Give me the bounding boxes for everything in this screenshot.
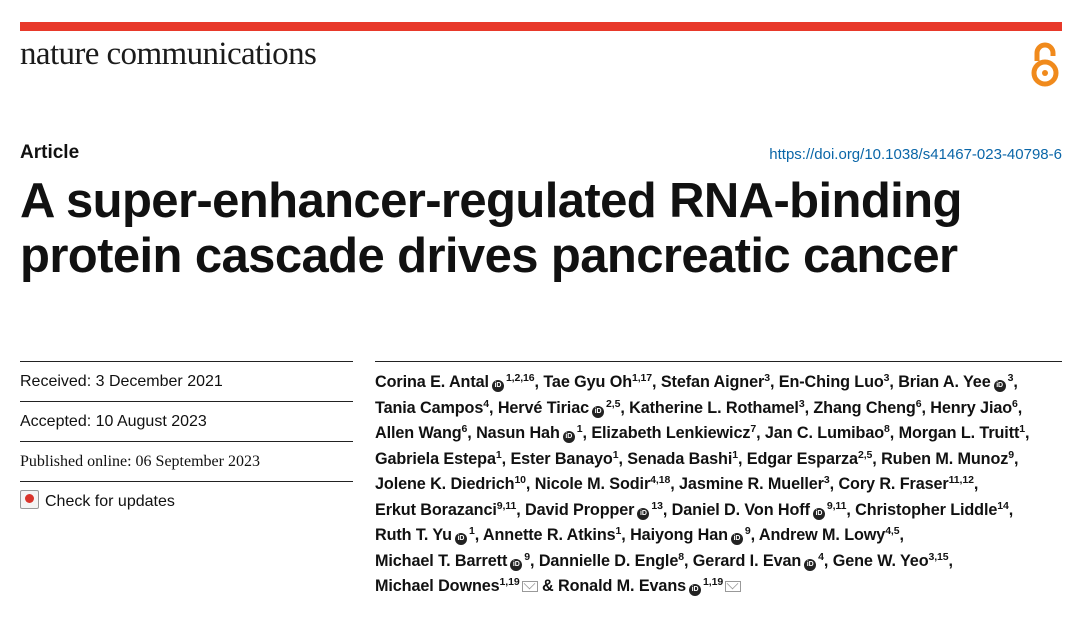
affiliation-numbers[interactable]: 1 bbox=[732, 448, 738, 461]
affiliation-numbers[interactable]: 1 bbox=[495, 448, 502, 461]
published-date: Published online: 06 September 2023 bbox=[20, 442, 353, 482]
author-name-text: Zhang Cheng bbox=[813, 398, 916, 417]
author-name-text: Erkut Borazanci bbox=[375, 500, 497, 519]
author-separator: , bbox=[501, 449, 507, 468]
author-separator: , bbox=[948, 551, 953, 570]
author-separator: , bbox=[921, 398, 926, 417]
affiliation-numbers[interactable]: 3,15 bbox=[928, 550, 949, 563]
orcid-icon[interactable]: iD bbox=[731, 533, 743, 545]
author-name-text: Morgan L. Truitt bbox=[898, 424, 1020, 442]
article-title bbox=[20, 174, 1060, 284]
author-name-text: Ronald M. Evans bbox=[558, 577, 687, 595]
received-date: Received: 3 December 2021 bbox=[20, 362, 353, 402]
title-line-2: protein cascade drives pancreatic cancer bbox=[20, 229, 958, 283]
author-name[interactable] bbox=[525, 501, 667, 519]
author-name[interactable] bbox=[779, 373, 894, 391]
orcid-icon[interactable]: iD bbox=[592, 406, 604, 418]
affiliation-numbers[interactable]: 3 bbox=[883, 372, 890, 384]
affiliation-numbers[interactable]: 9,11 bbox=[496, 499, 517, 512]
affiliation-numbers[interactable]: 3 bbox=[1007, 372, 1014, 384]
author-name[interactable] bbox=[833, 552, 953, 570]
open-access-icon[interactable] bbox=[1028, 40, 1062, 88]
orcid-icon[interactable]: iD bbox=[689, 584, 701, 596]
author-separator: , bbox=[1013, 373, 1018, 391]
author-separator: , bbox=[769, 373, 775, 391]
author-separator: , bbox=[467, 424, 472, 442]
accepted-date: Accepted: 10 August 2023 bbox=[20, 402, 353, 442]
author-name-text: Michael T. Barrett bbox=[375, 551, 508, 570]
affiliation-numbers[interactable]: 1 bbox=[468, 525, 475, 537]
author-name[interactable] bbox=[765, 424, 894, 442]
affiliation-numbers[interactable]: 3 bbox=[798, 397, 805, 410]
orcid-icon[interactable]: iD bbox=[563, 431, 575, 443]
author-name[interactable] bbox=[375, 475, 530, 493]
affiliation-numbers[interactable]: 2,5 bbox=[857, 448, 873, 461]
affiliation-numbers[interactable]: 1,19 bbox=[499, 576, 520, 588]
author-name[interactable] bbox=[693, 552, 829, 570]
author-name[interactable] bbox=[679, 475, 834, 493]
author-separator: , bbox=[474, 526, 480, 544]
article-dates bbox=[20, 362, 353, 521]
author-name[interactable] bbox=[375, 450, 506, 468]
author-name[interactable] bbox=[899, 424, 1030, 442]
author-name-text: Brian A. Yee bbox=[898, 373, 991, 391]
author-separator: , bbox=[1025, 424, 1030, 442]
author-name-text: Daniel D. Von Hoff bbox=[671, 500, 810, 519]
author-name-text: Nasun Hah bbox=[476, 424, 560, 442]
affiliation-numbers[interactable]: 4,18 bbox=[650, 474, 671, 486]
author-name[interactable] bbox=[747, 450, 877, 468]
affiliation-numbers[interactable]: 9 bbox=[1008, 448, 1015, 461]
journal-name[interactable]: nature communications bbox=[20, 36, 317, 72]
author-separator: , bbox=[1008, 500, 1014, 519]
author-separator: , bbox=[737, 449, 743, 468]
author-separator: , bbox=[889, 424, 895, 442]
author-name[interactable] bbox=[375, 373, 539, 391]
author-name-text: Christopher Liddle bbox=[855, 500, 998, 519]
author-name-text: Henry Jiao bbox=[930, 398, 1013, 417]
check-for-updates-link[interactable] bbox=[20, 482, 353, 521]
affiliation-numbers[interactable]: 1 bbox=[612, 448, 619, 461]
author-name-text: Annette R. Atkins bbox=[482, 526, 616, 544]
journal-brand-bar bbox=[20, 22, 1062, 31]
author-separator: , bbox=[846, 500, 851, 519]
author-name[interactable] bbox=[375, 526, 479, 544]
author-separator: , bbox=[1014, 449, 1019, 468]
author-separator: , bbox=[823, 551, 829, 570]
affiliation-numbers[interactable]: 9 bbox=[524, 550, 530, 563]
author-separator: , bbox=[804, 398, 809, 417]
author-name-text: Allen Wang bbox=[375, 424, 462, 442]
author-separator: , bbox=[829, 475, 835, 493]
author-name[interactable] bbox=[813, 399, 925, 417]
author-separator: , bbox=[582, 424, 587, 442]
affiliation-numbers[interactable]: 1 bbox=[1019, 423, 1026, 435]
orcid-icon[interactable]: iD bbox=[804, 559, 816, 571]
author-name-text: Gene W. Yeo bbox=[832, 551, 929, 570]
author-name-text: En-Ching Luo bbox=[778, 373, 884, 391]
author-name-text: Andrew M. Lowy bbox=[758, 526, 886, 544]
author-name-text: Ester Banayo bbox=[510, 449, 613, 468]
affiliation-numbers[interactable]: 4 bbox=[483, 397, 489, 410]
affiliation-numbers[interactable]: 11,12 bbox=[948, 474, 974, 486]
author-name[interactable] bbox=[629, 399, 809, 417]
email-icon[interactable] bbox=[725, 581, 741, 592]
author-name-text: Senada Bashi bbox=[627, 449, 733, 468]
author-name[interactable] bbox=[375, 501, 521, 519]
author-name-text: Edgar Esparza bbox=[746, 449, 858, 468]
affiliation-numbers[interactable]: 3 bbox=[823, 474, 830, 486]
orcid-icon[interactable]: iD bbox=[455, 533, 467, 545]
author-name[interactable] bbox=[535, 475, 675, 493]
author-separator: , bbox=[620, 398, 625, 417]
affiliation-numbers[interactable]: 1 bbox=[576, 423, 583, 435]
author-separator: , bbox=[750, 526, 756, 544]
author-name[interactable] bbox=[539, 552, 689, 570]
affiliation-numbers[interactable]: 8 bbox=[884, 423, 890, 435]
author-separator: , bbox=[516, 500, 521, 519]
author-name-text: Cory R. Fraser bbox=[838, 475, 949, 493]
author-name-text: Hervé Tiriac bbox=[497, 398, 590, 417]
divider bbox=[375, 361, 1062, 362]
affiliation-numbers[interactable]: 7 bbox=[750, 423, 757, 435]
author-name-text: Katherine L. Rothamel bbox=[629, 398, 799, 417]
author-separator: , bbox=[889, 373, 894, 391]
orcid-icon[interactable]: iD bbox=[637, 508, 649, 520]
affiliation-numbers[interactable]: 1 bbox=[615, 525, 622, 537]
author-name-text: Ruben M. Munoz bbox=[881, 449, 1009, 468]
author-separator: , bbox=[973, 475, 979, 493]
author-name[interactable] bbox=[661, 373, 775, 391]
article-type: Article bbox=[20, 142, 80, 163]
author-separator: , bbox=[621, 526, 626, 544]
author-name[interactable] bbox=[483, 526, 626, 544]
author-name[interactable] bbox=[510, 450, 622, 468]
affiliation-numbers[interactable]: 4 bbox=[818, 550, 824, 563]
author-name[interactable] bbox=[375, 552, 534, 570]
affiliation-numbers[interactable]: 6 bbox=[915, 397, 922, 410]
author-separator: , bbox=[662, 500, 668, 519]
email-icon[interactable] bbox=[522, 581, 538, 592]
affiliation-numbers[interactable]: 3 bbox=[764, 372, 770, 384]
affiliation-numbers[interactable]: 1,2,16 bbox=[505, 372, 535, 384]
author-separator: & bbox=[537, 577, 554, 595]
author-name-text: Gerard I. Evan bbox=[692, 551, 802, 570]
check-updates-label: Check for updates bbox=[45, 493, 175, 510]
author-name[interactable] bbox=[558, 577, 741, 595]
author-separator: , bbox=[525, 475, 531, 493]
author-name-text: Gabriela Estepa bbox=[375, 449, 496, 468]
affiliation-numbers[interactable]: 6 bbox=[1012, 397, 1018, 410]
author-name[interactable] bbox=[898, 373, 1018, 391]
affiliation-numbers[interactable]: 9 bbox=[744, 525, 751, 537]
author-name-text: Elizabeth Lenkiewicz bbox=[591, 424, 751, 442]
orcid-icon[interactable]: iD bbox=[813, 508, 825, 520]
affiliation-numbers[interactable]: 14 bbox=[997, 499, 1009, 512]
author-separator: , bbox=[530, 551, 535, 570]
author-name-text: Ruth T. Yu bbox=[375, 526, 452, 544]
author-name-text: Tae Gyu Oh bbox=[543, 373, 632, 391]
check-updates-icon bbox=[20, 490, 39, 509]
author-name[interactable] bbox=[543, 373, 656, 391]
author-name-text: Jan C. Lumibao bbox=[764, 424, 885, 442]
affiliation-numbers[interactable]: 9,11 bbox=[826, 499, 847, 512]
affiliation-numbers[interactable]: 8 bbox=[678, 550, 684, 563]
author-separator: , bbox=[489, 398, 494, 417]
author-name-text: Corina E. Antal bbox=[375, 373, 489, 391]
author-name-text: Tania Campos bbox=[375, 398, 484, 417]
author-name[interactable] bbox=[855, 501, 1013, 519]
affiliation-numbers[interactable]: 6 bbox=[461, 423, 468, 435]
author-separator: , bbox=[618, 449, 623, 468]
author-name[interactable] bbox=[591, 424, 760, 442]
affiliation-numbers[interactable]: 2,5 bbox=[606, 397, 621, 410]
affiliation-numbers[interactable]: 1,17 bbox=[632, 372, 653, 384]
affiliation-numbers[interactable]: 4,5 bbox=[885, 525, 900, 537]
author-name[interactable] bbox=[627, 450, 742, 468]
title-line-1: A super-enhancer-regulated RNA-binding bbox=[20, 174, 962, 228]
author-name-text: Stefan Aigner bbox=[660, 373, 765, 391]
author-name[interactable] bbox=[838, 475, 978, 493]
author-name[interactable] bbox=[375, 424, 472, 442]
author-name-text: Jolene K. Diedrich bbox=[375, 475, 515, 493]
author-name-text: Dannielle D. Engle bbox=[538, 551, 679, 570]
orcid-icon[interactable]: iD bbox=[994, 380, 1006, 392]
author-separator: , bbox=[1017, 398, 1023, 417]
author-name[interactable] bbox=[881, 450, 1018, 468]
author-list bbox=[375, 370, 1065, 600]
author-name[interactable] bbox=[498, 399, 625, 417]
author-name[interactable] bbox=[375, 577, 554, 595]
affiliation-numbers[interactable]: 13 bbox=[651, 499, 663, 512]
author-name[interactable] bbox=[930, 399, 1022, 417]
author-name-text: Jasmine R. Mueller bbox=[679, 475, 824, 493]
orcid-icon[interactable]: iD bbox=[492, 380, 504, 392]
author-name-text: Nicole M. Sodir bbox=[534, 475, 651, 493]
author-name-text: Michael Downes bbox=[375, 577, 500, 595]
author-separator: , bbox=[899, 526, 904, 544]
author-name[interactable] bbox=[630, 526, 755, 544]
orcid-icon[interactable]: iD bbox=[510, 559, 522, 571]
author-separator: , bbox=[534, 373, 539, 391]
author-name[interactable] bbox=[672, 501, 851, 519]
author-name-text: David Propper bbox=[525, 500, 635, 519]
author-separator: , bbox=[872, 449, 877, 468]
author-name[interactable] bbox=[375, 399, 493, 417]
affiliation-numbers[interactable]: 1,19 bbox=[703, 576, 724, 588]
doi-link[interactable]: https://doi.org/10.1038/s41467-023-40798-6 bbox=[769, 146, 1062, 163]
author-separator: , bbox=[670, 475, 675, 493]
author-separator: , bbox=[652, 373, 657, 391]
author-name[interactable] bbox=[476, 424, 587, 442]
author-separator: , bbox=[756, 424, 761, 442]
author-name-text: Haiyong Han bbox=[630, 526, 728, 544]
author-separator: , bbox=[683, 551, 689, 570]
affiliation-numbers[interactable]: 10 bbox=[514, 474, 526, 486]
author-name[interactable] bbox=[759, 526, 904, 544]
